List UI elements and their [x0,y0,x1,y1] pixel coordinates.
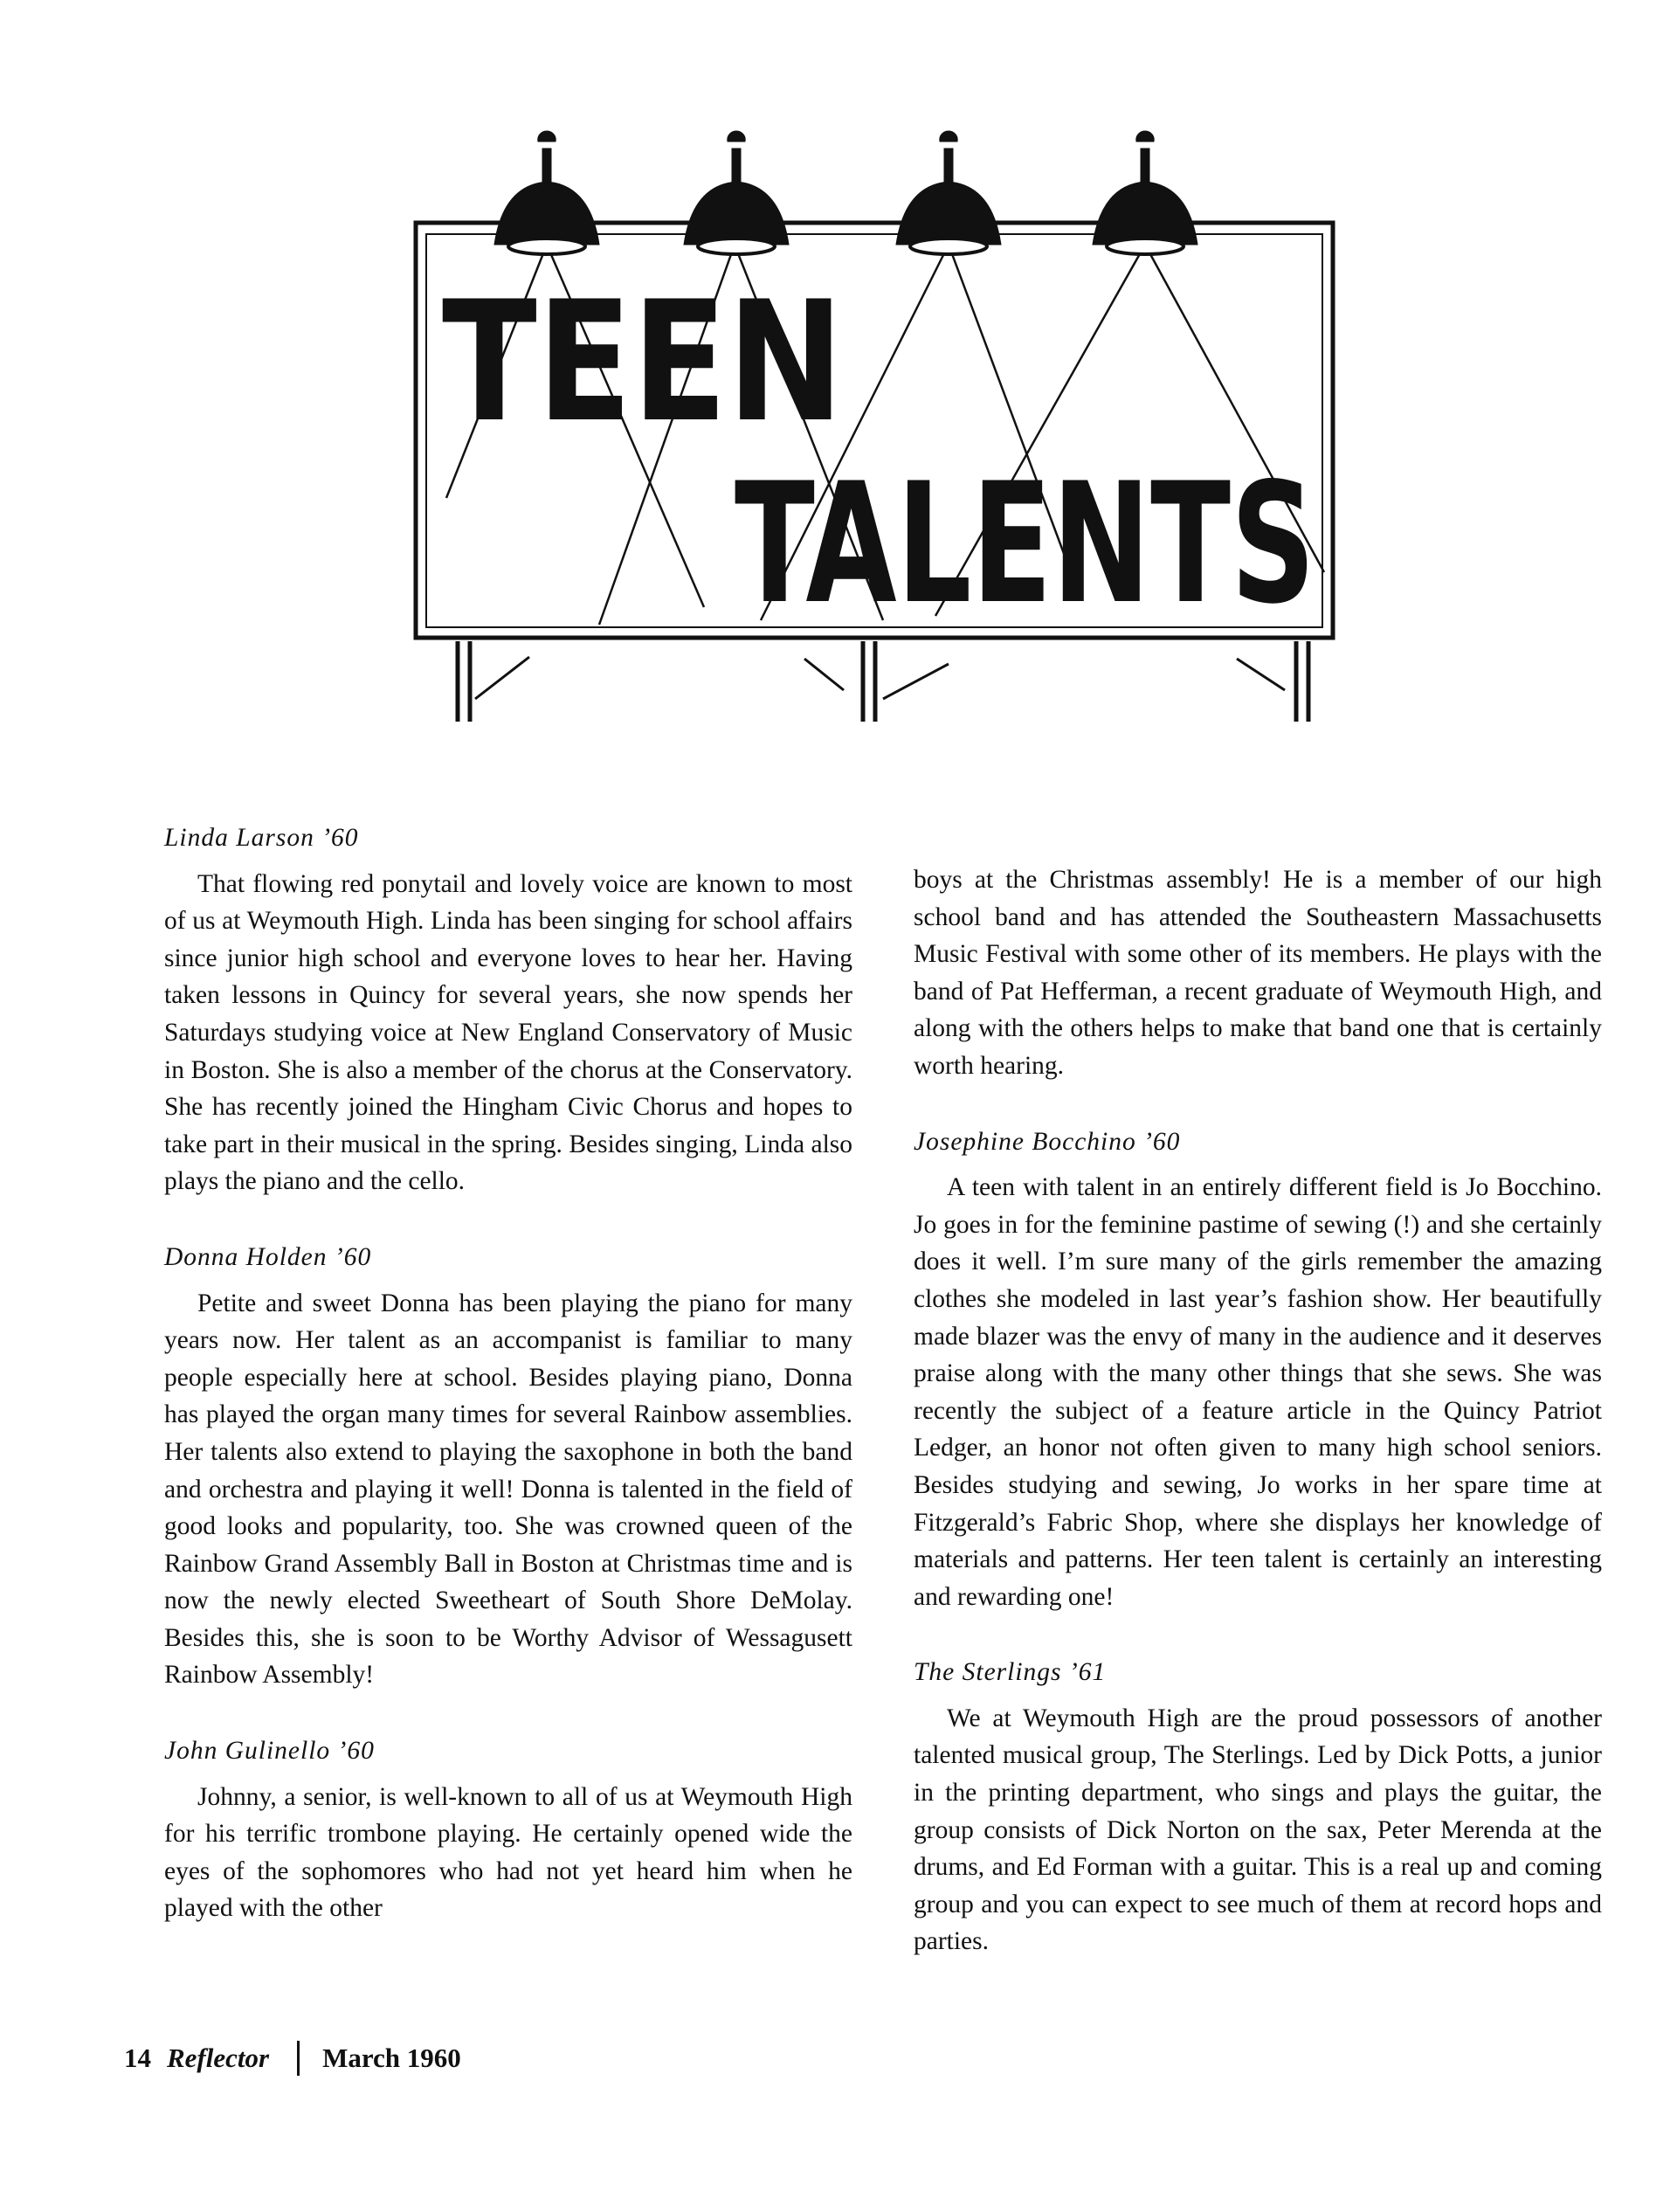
billboard-legs [458,641,1308,722]
stage-light-2-icon [684,131,789,254]
profile-body: A teen with talent in an entirely different field is Jo Bocchino. Jo goes in for the feminine pastime of sewing (!) and she certainly does it well. I’m sure many of the girls remember the amazing clothes she modeled in last year’s fashion show. Her beautifully made blazer was the envy of many in the audience and it deserves praise along with the many other things that she sews. She was recently the subject of a feature article in the Quincy Patriot Ledger, an honor not often given to many high school seniors. Besides studying and sewing, Jo works in her spare time at Fitzgerald’s Fabric Shop, where she displays her knowledge of materials and patterns. Her teen talent is certainly an interesting and rewarding one! [914,1173,1602,1611]
profile-linda-larson [164,819,852,1200]
profile-body: boys at the Christmas assembly! He is a member of our high school band and has attended the Southeastern Massachusetts Music Festival with some other of its members. He plays with the band of Pat Hefferman, a recent graduate of Weymouth High, and along with the others helps to make that band one that is certainly worth hearing. [914,866,1602,1080]
profile-josephine-bocchino [914,1123,1602,1616]
article-right-column [914,861,1602,1999]
profile-john-gulinello [164,1732,852,1927]
page-number: 14 [124,2043,151,2073]
profile-donna-holden [164,1239,852,1694]
stage-light-3-icon [896,131,1001,254]
teen-talents-billboard-illustration [407,131,1350,734]
page-footer [124,2041,461,2076]
title-talents: TALENTS [735,447,1315,640]
profile-body: That flowing red ponytail and lovely voice are known to most of us at Weymouth High. Linda has been singing for school affairs since junior high school and everyone loves to hear her. Having taken lessons in Quincy for several years, she now spends her Saturdays studying voice at New England Conservatory of Music in Boston. She is also a member of the chorus at the Conservatory. She has recently joined the Hingham Civic Chorus and hopes to take part in their musical in the spring. Besides singing, Linda also plays the piano and the cello. [164,869,852,1196]
title-teen: TEEN [442,266,844,459]
article-left-column [164,819,852,1966]
magazine-name: Reflector [167,2043,270,2073]
issue-date: March 1960 [322,2043,461,2073]
profile-body: Petite and sweet Donna has been playing the piano for many years now. Her talent as an accompanist is familiar to many people especially here at school. Besides playing piano, Donna has played the organ many times for several Rainbow assemblies. Her talents also extend to playing the saxophone in both the band and orchestra and playing it well! Donna is talented in the field of good looks and popularity, too. She was crowned queen of the Rainbow Grand Assembly Ball in Boston at Christmas time and is now the newly elected Sweetheart of South Shore DeMolay. Besides this, she is soon to be Worthy Advisor of Wessagusett Rainbow Assembly! [164,1289,852,1690]
footer-divider [297,2041,300,2076]
profile-john-gulinello-continued [914,861,1602,1085]
profile-heading: Josephine Bocchino ’60 [914,1127,1181,1156]
profile-body: We at Weymouth High are the proud possessors of another talented musical group, The Sterlings. Led by Dick Potts, a junior in the printing department, who sings and plays the guitar, the group consists of Dick Norton on the sax, Peter Merenda at the drums, and Ed Forman with a guitar. This is a real up and coming group and you can expect to see much of them at record hops and parties. [914,1704,1602,1956]
stage-light-1-icon [494,131,599,254]
profile-heading: The Sterlings ’61 [914,1658,1107,1687]
profile-heading: John Gulinello ’60 [164,1737,375,1766]
profile-body: Johnny, a senior, is well-known to all of us at Weymouth High for his terrific trombone playing. He certainly opened wide the eyes of the sophomores who had not yet heard him when he played with the other [164,1782,852,1923]
stage-light-4-icon [1093,131,1197,254]
profile-heading: Linda Larson ’60 [164,824,359,852]
profile-heading: Donna Holden ’60 [164,1242,372,1271]
profile-the-sterlings [914,1654,1602,1960]
